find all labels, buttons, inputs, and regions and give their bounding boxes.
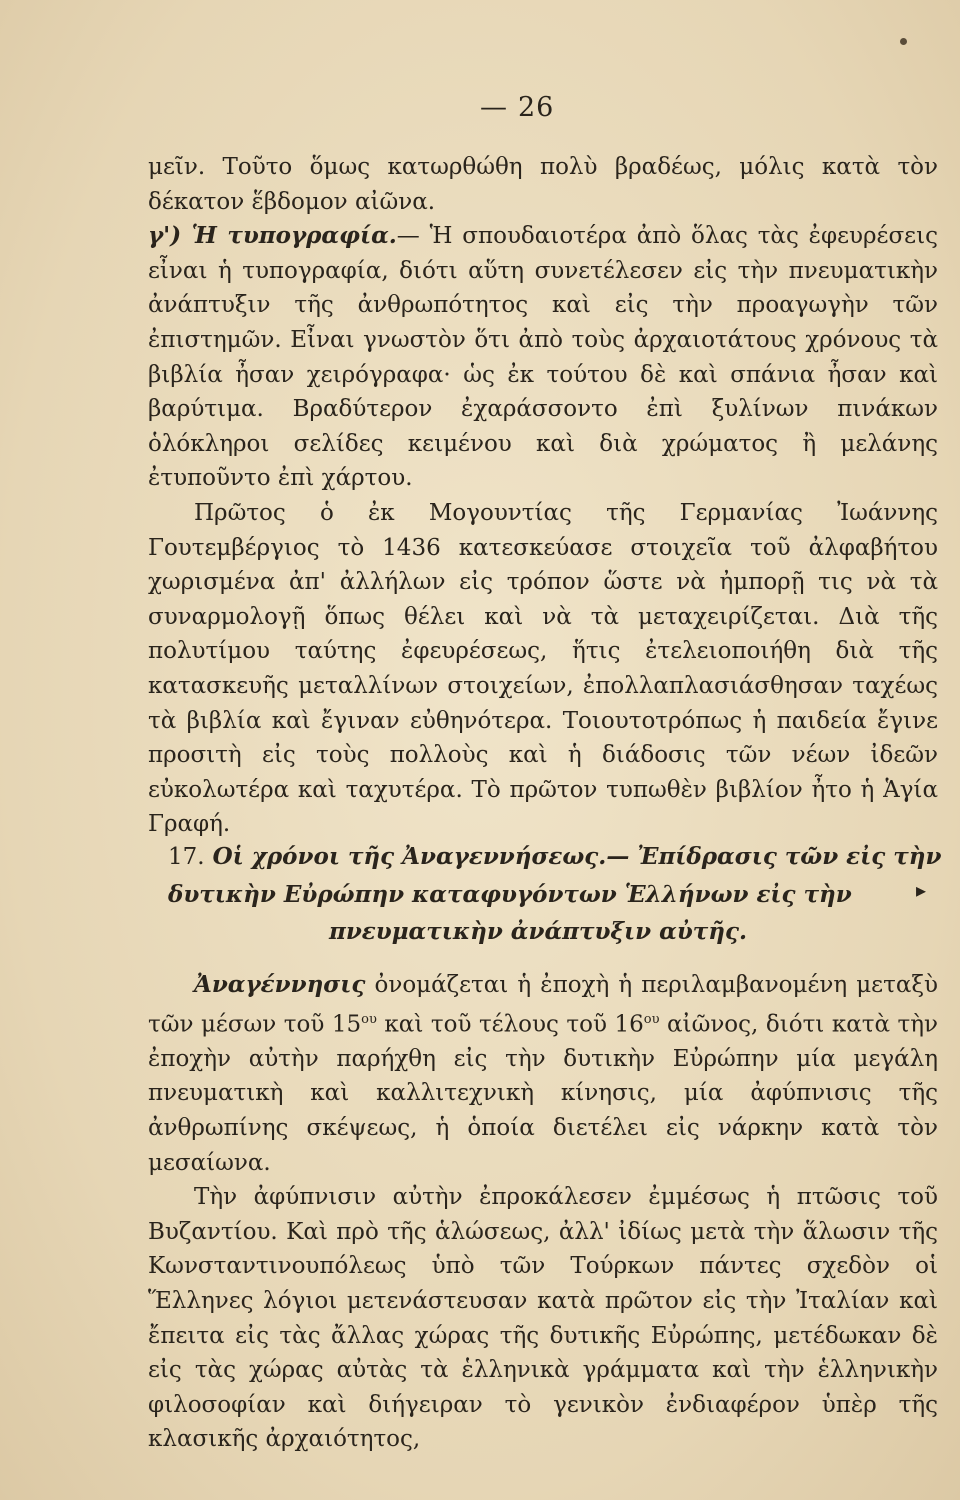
page-number-value: 26	[518, 92, 555, 123]
page-number	[480, 92, 580, 123]
paragraph-printing: — Ἡ σπουδαιοτέρα ἀπὸ ὅλας τὰς ἐφευρέσεις εἶναι ἡ τυπογραφία, διότι αὕτη συνετέλεσεν εἰς τὴν πνευματικὴν ἀνάπτυξιν τῆς ἀνθρωπότητος καὶ εἰς τὴν προαγωγὴν τῶν ἐπιστημῶν. Εἶναι γνωστὸν ὅτι ἀπὸ τοὺς ἀρχαιοτάτους χρόνους τὰ βιβλία ἦσαν χειρόγραφα· ὡς ἐκ τούτου δὲ καὶ σπάνια ἦσαν καὶ βαρύτιμα. Βραδύτερον ἐχαράσσοντο ἐπὶ ξυλίνων πινάκων ὁλόκληροι σελίδες κειμένου καὶ διὰ χρώματος ἢ μελάνης ἐτυποῦντο ἐπὶ χάρτου.	[148, 223, 938, 492]
heading-title-part1: Οἱ χρόνοι τῆς Ἀναγεννήσεως.	[212, 843, 607, 870]
heading-title-part3: πνευματικὴν ἀνάπτυξιν αὐτῆς.	[328, 918, 747, 945]
renaissance-section	[148, 968, 938, 1457]
heading-title-part2: δυτικὴν Εὐρώπην καταφυγόντων Ἑλλήνων εἰς τὴν	[168, 881, 852, 908]
lead-word: Ἀναγέννησις	[194, 971, 366, 998]
margin-arrow-icon: ▸	[916, 878, 927, 902]
section-number: 17.	[168, 844, 205, 870]
paragraph-continuation: μεῖν. Τοῦτο ὅμως κατωρθώθη πολὺ βραδέως, μόλις κατὰ τὸν δέκατον ἕβδομον αἰῶνα.	[148, 154, 938, 215]
superscript-ou-2: ου	[643, 1011, 660, 1027]
renaissance-para-c: αἰῶνος, διότι κατὰ τὴν ἐποχὴν αὐτὴν παρήχθη εἰς τὴν δυτικὴν Εὐρώπην μία μεγάλη πνευματικὴ καὶ καλλιτεχνικὴ κίνησις, μία ἀφύπνισις τῆς ἀνθρωπίνης σκέψεως, ἡ ὁποία διετέλει εἰς νάρκην κατὰ τὸν μεσαίωνα.	[148, 1011, 939, 1176]
section-17-heading	[168, 838, 948, 950]
printing-section	[148, 150, 938, 842]
subheading-printing: γ') Ἡ τυπογραφία.	[148, 222, 397, 250]
ink-speck	[900, 38, 907, 45]
superscript-ou-1: ου	[361, 1011, 377, 1027]
paragraph-gutenberg: Πρῶτος ὁ ἐκ Μογουντίας τῆς Γερμανίας Ἰωάννης Γουτεμβέργιος τὸ 1436 κατεσκεύασε στοιχεῖα τοῦ ἀλφαβήτου χωρισμένα ἀπ' ἀλλήλων εἰς τρόπον ὥστε νὰ ἠμπορῇ τις νὰ τὰ συναρμολογῇ ὅπως θέλει καὶ νὰ τὰ μεταχειρίζεται. Διὰ τῆς πολυτίμου ταύτης ἐφευρέσεως, ἥτις ἐτελειοποιήθη διὰ τῆς κατασκευῆς μεταλλίνων στοιχείων, ἐπολλαπλασιάσθησαν ταχέως τὰ βιβλία καὶ ἔγιναν εὐθηνότερα. Τοιουτοτρόπως ἡ παιδεία ἔγινε προσιτὴ εἰς τοὺς πολλοὺς καὶ ἡ διάδοσις τῶν νέων ἰδεῶν εὐκολωτέρα καὶ ταχυτέρα. Τὸ πρῶτον τυπωθὲν βιβλίον ἦτο ἡ Ἁγία Γραφή.	[148, 499, 938, 838]
renaissance-para-b: καὶ τοῦ τέλους τοῦ 16	[384, 1011, 644, 1038]
heading-title-part1b: — Ἐπίδρασις τῶν εἰς τὴν	[606, 843, 942, 870]
renaissance-para-a: ὀνομάζεται ἡ ἐποχὴ ἡ περιλαμβανομένη μεταξὺ τῶν μέσων τοῦ 15	[148, 972, 938, 1038]
page-number-dash: —	[480, 92, 508, 123]
byzantium-paragraph: Τὴν ἀφύπνισιν αὐτὴν ἐπροκάλεσεν ἐμμέσως ἡ πτῶσις τοῦ Βυζαντίου. Καὶ πρὸ τῆς ἁλώσεως, ἀλλ' ἰδίως μετὰ τὴν ἅλωσιν τῆς Κωνσταντινουπόλεως ὑπὸ τῶν Τούρκων πάντες σχεδὸν οἱ Ἕλληνες λόγιοι μετενάστευσαν κατὰ πρῶτον εἰς τὴν Ἰταλίαν καὶ ἔπειτα εἰς τὰς ἄλλας χώρας τῆς δυτικῆς Εὐρώπης, μετέδωκαν δὲ εἰς τὰς χώρας αὐτὰς τὰ ἑλληνικὰ γράμματα καὶ τὴν ἑλληνικὴν φιλοσοφίαν καὶ διήγειραν τὸ γενικὸν ἐνδιαφέρον ὑπὲρ τῆς κλασικῆς ἀρχαιότητος,	[148, 1184, 938, 1453]
